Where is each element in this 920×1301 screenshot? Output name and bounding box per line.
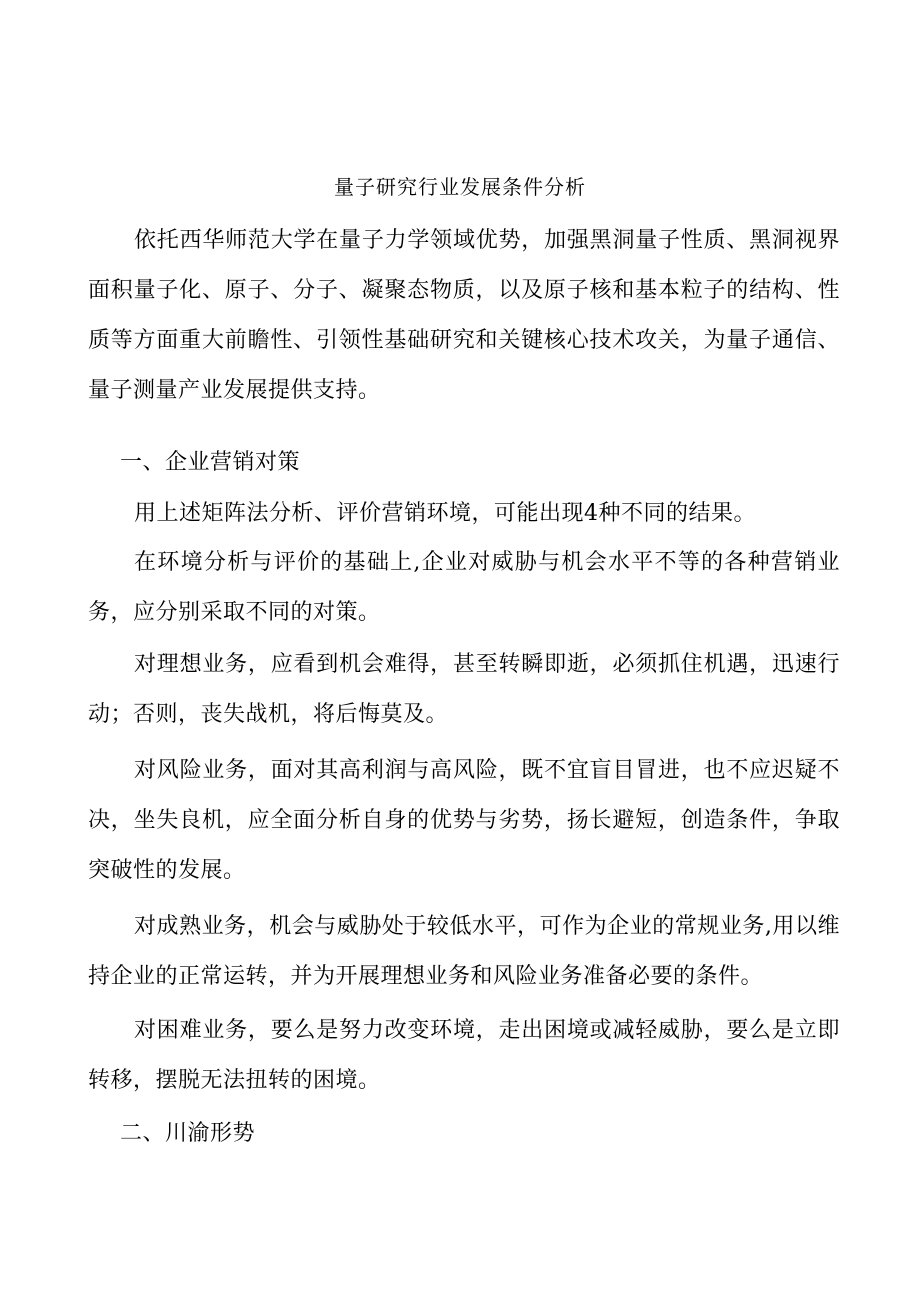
paragraph-matrix: 用上述矩阵法分析、评价营销环境，可能出现4种不同的结果。 <box>134 501 756 526</box>
intro-paragraph: 依托西华师范大学在量子力学领域优势，加强黑洞量子性质、黑洞视界面积量子化、原子、分子、凝聚态物质，以及原子核和基本粒子的结构、性质等方面重大前瞻性、引领性基础研究和关键核心技术攻关，为量子通信、量子测量产业发展提供支持。 <box>88 228 840 403</box>
paragraph-strategy: 在环境分析与评价的基础上,企业对威胁与机会水平不等的各种营销业务，应分别采取不同的对策。 <box>88 550 840 625</box>
paragraph-ideal-business: 对理想业务，应看到机会难得，甚至转瞬即逝，必须抓住机遇，迅速行动；否则，丧失战机，将后悔莫及。 <box>88 652 840 727</box>
paragraph-risk-business: 对风险业务，面对其高利润与高风险，既不宜盲目冒进，也不应迟疑不决，坐失良机，应全面分析自身的优势与劣势，扬长避短，创造条件，争取突破性的发展。 <box>88 758 840 883</box>
paragraph-difficult-business: 对困难业务，要么是努力改变环境，走出困境或减轻威胁，要么是立即转移，摆脱无法扭转的困境。 <box>88 1018 840 1093</box>
section-heading-marketing: 一、企业营销对策 <box>120 450 301 475</box>
document-title: 量子研究行业发展条件分析 <box>334 175 586 199</box>
section-heading-sichuan-chongqing: 二、川渝形势 <box>120 1121 256 1146</box>
paragraph-mature-business: 对成熟业务，机会与威胁处于较低水平，可作为企业的常规业务,用以维持企业的正常运转，并为开展理想业务和风险业务准备必要的条件。 <box>88 914 840 989</box>
